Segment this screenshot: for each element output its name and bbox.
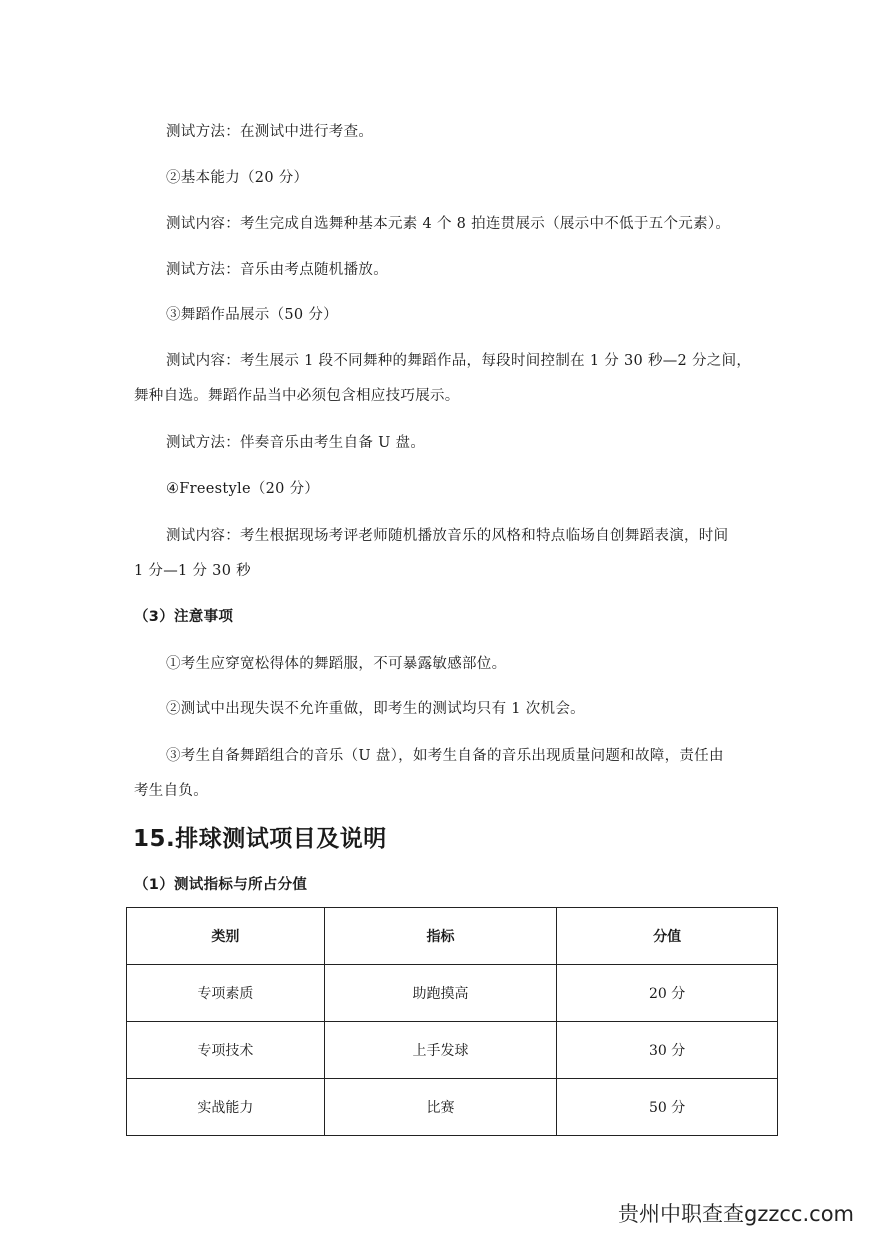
header-score: 分值 xyxy=(557,908,778,965)
paragraph: 测试内容：考生根据现场考评老师随机播放音乐的风格和特点临场自创舞蹈表演，时间 xyxy=(166,528,729,544)
paragraph: 测试内容：考生完成自选舞种基本元素 4 个 8 拍连贯展示（展示中不低于五个元素）。 xyxy=(166,216,731,232)
paragraph: 测试内容：考生展示 1 段不同舞种的舞蹈作品，每段时间控制在 1 分 30 秒—2 分之间， xyxy=(166,353,752,369)
paragraph: 舞种自选。舞蹈作品当中必须包含相应技巧展示。 xyxy=(134,388,460,404)
paragraph: ③考生自备舞蹈组合的音乐（U 盘），如考生自备的音乐出现质量问题和故障，责任由 xyxy=(166,748,724,764)
table-row xyxy=(127,965,778,1022)
table-caption: （1）测试指标与所占分值 xyxy=(134,877,308,893)
section-heading: 15.排球测试项目及说明 xyxy=(133,826,387,852)
table-row xyxy=(127,1022,778,1079)
cell-indicator: 比赛 xyxy=(324,1079,557,1136)
cell-category: 实战能力 xyxy=(127,1079,325,1136)
cell-category: 专项技术 xyxy=(127,1022,325,1079)
cell-score: 20 分 xyxy=(557,965,778,1022)
paragraph: ③舞蹈作品展示（50 分） xyxy=(166,307,338,323)
paragraph: 考生自负。 xyxy=(134,783,208,799)
paragraph: 测试方法：音乐由考点随机播放。 xyxy=(166,262,388,278)
header-indicator: 指标 xyxy=(324,908,557,965)
cell-score: 30 分 xyxy=(557,1022,778,1079)
paragraph: ②基本能力（20 分） xyxy=(166,170,309,186)
paragraph: 1 分—1 分 30 秒 xyxy=(134,563,251,579)
paragraph: 测试方法：在测试中进行考查。 xyxy=(166,124,374,140)
header-category: 类别 xyxy=(127,908,325,965)
paragraph: 测试方法：伴奏音乐由考生自备 U 盘。 xyxy=(166,435,426,451)
score-table xyxy=(126,907,778,1136)
paragraph: ④Freestyle（20 分） xyxy=(166,481,320,497)
watermark: 贵州中职查查gzzcc.com xyxy=(614,1196,858,1230)
cell-indicator: 助跑摸高 xyxy=(324,965,557,1022)
subsection-title: （3）注意事项 xyxy=(134,609,234,625)
cell-indicator: 上手发球 xyxy=(324,1022,557,1079)
paragraph: ②测试中出现失误不允许重做，即考生的测试均只有 1 次机会。 xyxy=(166,701,585,717)
paragraph: ①考生应穿宽松得体的舞蹈服，不可暴露敏感部位。 xyxy=(166,656,507,672)
table-row xyxy=(127,1079,778,1136)
cell-category: 专项素质 xyxy=(127,965,325,1022)
table-header-row xyxy=(127,908,778,965)
cell-score: 50 分 xyxy=(557,1079,778,1136)
